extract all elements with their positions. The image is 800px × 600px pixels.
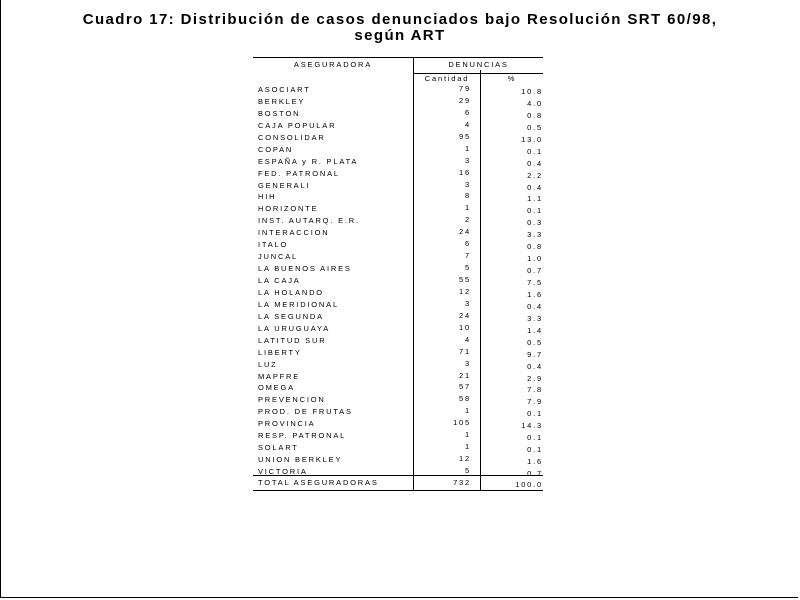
- row-percent: 9.7: [527, 349, 543, 359]
- row-aseguradora: LA URUGUAYA: [258, 323, 331, 333]
- row-percent: 1.6: [527, 457, 543, 467]
- table-row: [253, 334, 543, 346]
- row-cantidad: 1: [465, 406, 471, 416]
- table-row: [253, 107, 543, 119]
- row-aseguradora: BOSTON: [258, 108, 301, 118]
- row-aseguradora: HORIZONTE: [258, 204, 319, 214]
- row-aseguradora: CONSOLIDAR: [258, 132, 326, 142]
- row-cantidad: 6: [465, 239, 471, 249]
- row-aseguradora: LA HOLANDO: [258, 287, 324, 297]
- table-row: [253, 131, 543, 143]
- row-percent: 0.1: [527, 146, 543, 156]
- title-line-2: según ART: [354, 27, 446, 44]
- row-aseguradora: COPAN: [258, 144, 294, 154]
- row-percent: 0.5: [527, 337, 543, 347]
- row-aseguradora: LA MERIDIONAL: [258, 299, 339, 309]
- table-subheader: [253, 71, 543, 83]
- row-percent: 1.1: [527, 194, 543, 204]
- table-row: [253, 179, 543, 191]
- total-label: TOTAL ASEGURADORAS: [258, 478, 379, 487]
- row-aseguradora: LA SEGUNDA: [258, 311, 324, 321]
- row-aseguradora: LUZ: [258, 359, 278, 369]
- row-percent: 0.8: [527, 110, 543, 120]
- table-row: [253, 250, 543, 262]
- table-row: [253, 441, 543, 453]
- row-percent: 14.3: [521, 421, 543, 431]
- row-aseguradora: ESPAÑA y R. PLATA: [258, 156, 359, 166]
- row-cantidad: 16: [459, 167, 471, 177]
- table-header: [253, 57, 543, 71]
- table-row: [253, 226, 543, 238]
- row-aseguradora: VICTORIA: [258, 467, 308, 476]
- row-cantidad: 95: [459, 131, 471, 141]
- table-row: [253, 310, 543, 322]
- page-title: [0, 12, 800, 44]
- table-row: [253, 167, 543, 179]
- row-aseguradora: UNION BERKLEY: [258, 455, 343, 465]
- row-cantidad: 1: [465, 203, 471, 213]
- row-percent: 0.4: [527, 301, 543, 311]
- table-total-row: [253, 475, 543, 491]
- row-aseguradora: SOLART: [258, 443, 299, 453]
- row-cantidad: 12: [459, 454, 471, 464]
- row-aseguradora: GENERALI: [258, 180, 311, 190]
- table-row: [253, 262, 543, 274]
- row-percent: 0.4: [527, 361, 543, 371]
- row-cantidad: 10: [459, 322, 471, 332]
- table-row: [253, 202, 543, 214]
- table-row: [253, 155, 543, 167]
- row-cantidad: 2: [465, 215, 471, 225]
- row-aseguradora: ASOCIART: [258, 85, 311, 94]
- row-aseguradora: HIH: [258, 192, 277, 202]
- row-aseguradora: OMEGA: [258, 383, 295, 393]
- table-row: [253, 190, 543, 202]
- row-cantidad: 8: [465, 191, 471, 201]
- header-denuncias: DENUNCIAS: [448, 60, 509, 69]
- table-row: [253, 393, 543, 405]
- row-aseguradora: ITALO: [258, 240, 289, 250]
- row-cantidad: 6: [465, 107, 471, 117]
- row-cantidad: 1: [465, 430, 471, 440]
- row-percent: 7.9: [527, 397, 543, 407]
- row-percent: 4.0: [527, 98, 543, 108]
- row-percent: 0.3: [527, 218, 543, 228]
- table-row: [253, 214, 543, 226]
- table-row: [253, 322, 543, 334]
- row-percent: 1.4: [527, 325, 543, 335]
- row-percent: 2.2: [527, 170, 543, 180]
- row-cantidad: 5: [465, 263, 471, 273]
- row-cantidad: 4: [465, 334, 471, 344]
- table-row: [253, 381, 543, 393]
- row-cantidad: 3: [465, 298, 471, 308]
- table-row: [253, 346, 543, 358]
- table-body: [253, 83, 543, 477]
- row-aseguradora: FED. PATRONAL: [258, 168, 340, 178]
- row-cantidad: 3: [465, 179, 471, 189]
- table-row: [253, 453, 543, 465]
- row-cantidad: 12: [459, 286, 471, 296]
- row-aseguradora: LIBERTY: [258, 347, 302, 357]
- row-aseguradora: MAPFRE: [258, 371, 301, 381]
- row-percent: 0.4: [527, 182, 543, 192]
- row-percent: 0.8: [527, 242, 543, 252]
- row-percent: 1.6: [527, 289, 543, 299]
- table-row: [253, 417, 543, 429]
- header-aseguradora: ASEGURADORA: [293, 60, 373, 69]
- row-percent: 0.7: [527, 469, 543, 478]
- table-row: [253, 429, 543, 441]
- table-row: [253, 286, 543, 298]
- row-cantidad: 3: [465, 358, 471, 368]
- title-line-1: Cuadro 17: Distribución de casos denunciados bajo Resolución SRT 60/98,: [82, 11, 718, 28]
- row-cantidad: 1: [465, 442, 471, 452]
- row-cantidad: 21: [459, 370, 471, 380]
- table-row: [253, 298, 543, 310]
- row-cantidad: 57: [459, 382, 471, 392]
- row-aseguradora: LA CAJA: [258, 276, 301, 285]
- row-cantidad: 24: [459, 310, 471, 320]
- table-row: [253, 358, 543, 370]
- row-cantidad: 3: [465, 155, 471, 165]
- row-percent: 1.0: [527, 254, 543, 264]
- row-aseguradora: PROVINCIA: [258, 419, 316, 429]
- total-cantidad: 732: [453, 478, 471, 487]
- row-percent: 0.1: [527, 433, 543, 443]
- row-aseguradora: JUNCAL: [258, 252, 298, 262]
- row-cantidad: 71: [459, 346, 471, 356]
- table-row: [253, 274, 543, 286]
- table-row: [253, 119, 543, 131]
- row-aseguradora: LA BUENOS AIRES: [258, 264, 352, 274]
- row-aseguradora: PREVENCION: [258, 395, 326, 405]
- row-percent: 0.5: [527, 122, 543, 132]
- row-cantidad: 1: [465, 143, 471, 153]
- row-cantidad: 5: [465, 466, 471, 475]
- row-percent: 10.8: [521, 87, 543, 96]
- table-row: [253, 405, 543, 417]
- table-row: [253, 83, 543, 95]
- row-percent: 3.3: [527, 230, 543, 240]
- row-cantidad: 7: [465, 251, 471, 261]
- row-percent: 7.5: [527, 278, 543, 287]
- row-percent: 0.1: [527, 445, 543, 455]
- row-cantidad: 79: [459, 84, 471, 93]
- row-percent: 3.3: [527, 313, 543, 323]
- row-aseguradora: LATITUD SUR: [258, 335, 327, 345]
- row-aseguradora: PROD. DE FRUTAS: [258, 407, 353, 417]
- data-table: [253, 57, 543, 477]
- row-percent: 0.4: [527, 158, 543, 168]
- row-percent: 0.1: [527, 206, 543, 216]
- row-percent: 13.0: [521, 134, 543, 144]
- row-aseguradora: BERKLEY: [258, 96, 306, 106]
- row-aseguradora: INTERACCION: [258, 228, 330, 238]
- header-cantidad: Cantidad: [414, 73, 480, 85]
- row-cantidad: 58: [459, 394, 471, 404]
- row-aseguradora: CAJA POPULAR: [258, 120, 337, 130]
- total-percent: 100.0: [515, 480, 543, 489]
- row-percent: 7.8: [527, 385, 543, 395]
- row-cantidad: 29: [459, 95, 471, 105]
- row-cantidad: 105: [453, 418, 471, 428]
- row-cantidad: 55: [459, 275, 471, 284]
- row-cantidad: 24: [459, 227, 471, 237]
- row-percent: 0.1: [527, 409, 543, 419]
- row-aseguradora: RESP. PATRONAL: [258, 431, 347, 441]
- row-aseguradora: INST. AUTARQ. E.R.: [258, 216, 360, 226]
- table-row: [253, 143, 543, 155]
- table-row: [253, 238, 543, 250]
- row-cantidad: 4: [465, 119, 471, 129]
- header-percent: %: [481, 73, 543, 85]
- table-row: [253, 370, 543, 382]
- row-percent: 2.9: [527, 373, 543, 383]
- row-percent: 0.7: [527, 266, 543, 276]
- table-row: [253, 95, 543, 107]
